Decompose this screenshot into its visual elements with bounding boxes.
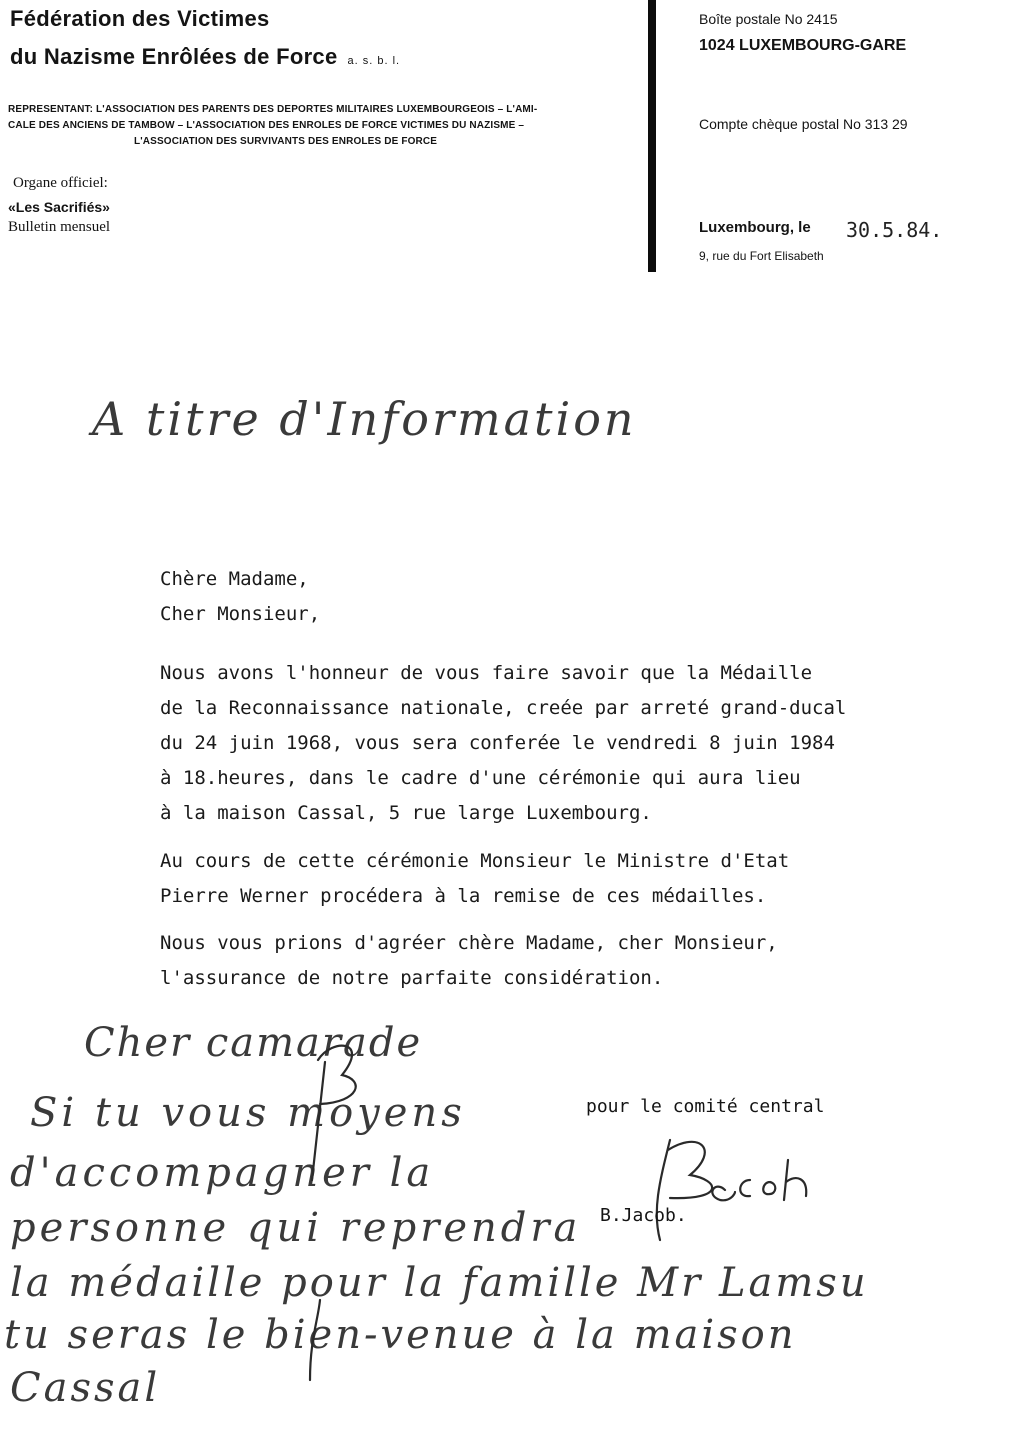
note-line-4: la médaille pour la famille Mr Lamsu	[10, 1260, 869, 1306]
letterhead-divider	[648, 0, 656, 272]
street-address: 9, rue du Fort Elisabeth	[699, 249, 824, 263]
note-line-6: Cassal	[10, 1365, 161, 1411]
org-name-line2	[10, 44, 400, 70]
salutation-line-1: Chère Madame,	[160, 568, 309, 590]
representing-line-1: REPRESENTANT: L'ASSOCIATION DES PARENTS DES DEPORTES MILITAIRES LUXEMBOURGEOIS – L'AMI-	[8, 104, 538, 115]
paragraph2-line-2: Pierre Werner procédera à la remise de ces médailles.	[160, 885, 767, 907]
paragraph2-line-1: Au cours de cette cérémonie Monsieur le Ministre d'Etat	[160, 850, 790, 872]
paragraph1-line-2: de la Reconnaissance nationale, creée par arreté grand-ducal	[160, 697, 847, 719]
paragraph1-line-1: Nous avons l'honneur de vous faire savoir que la Médaille	[160, 662, 813, 684]
org-name-line2-text: du Nazisme Enrôlées de Force	[10, 44, 338, 69]
note-line-3: personne qui reprendra	[10, 1205, 582, 1251]
signature-mark	[630, 1120, 830, 1260]
signer-name: B.Jacob.	[600, 1205, 687, 1226]
note-line-1: Si tu vous moyens	[30, 1090, 466, 1136]
representing-line-2: CALE DES ANCIENS DE TAMBOW – L'ASSOCIATION DES ENROLES DE FORCE VICTIMES DU NAZISME –	[8, 120, 525, 131]
org-name-line1: Fédération des Victimes	[10, 6, 270, 31]
handwritten-title: A titre d'Information	[92, 392, 637, 446]
organ-type: Bulletin mensuel	[8, 219, 111, 235]
paragraph1-line-3: du 24 juin 1968, vous sera conferée le vendredi 8 juin 1984	[160, 732, 835, 754]
po-city: 1024 LUXEMBOURG-GARE	[699, 37, 907, 54]
note-line-2: d'accompagner la	[10, 1150, 435, 1196]
organ-label: Organe officiel:	[13, 175, 108, 191]
po-box: Boîte postale No 2415	[699, 11, 838, 27]
organ-title: «Les Sacrifiés»	[8, 199, 110, 215]
paragraph1-line-4: à 18.heures, dans le cadre d'une cérémonie qui aura lieu	[160, 767, 801, 789]
date-label: Luxembourg, le	[699, 219, 811, 236]
postal-account: Compte chèque postal No 313 29	[699, 116, 908, 132]
note-line-5: tu seras le bien-venue à la maison	[4, 1312, 797, 1358]
representing-line-3: L'ASSOCIATION DES SURVIVANTS DES ENROLES DE FORCE	[134, 136, 438, 147]
paragraph3-line-1: Nous vous prions d'agréer chère Madame, cher Monsieur,	[160, 932, 778, 954]
note-greeting: Cher camarade	[84, 1020, 423, 1066]
paragraph3-line-2: l'assurance de notre parfaite considération.	[160, 967, 664, 989]
handwritten-initials-mark	[280, 1020, 380, 1420]
salutation-line-2: Cher Monsieur,	[160, 603, 321, 625]
date-value: 30.5.84.	[846, 218, 943, 242]
org-legal-suffix: a. s. b. l.	[347, 55, 401, 67]
paragraph1-line-5: à la maison Cassal, 5 rue large Luxembourg.	[160, 802, 652, 824]
closing-line: pour le comité central	[586, 1096, 825, 1117]
